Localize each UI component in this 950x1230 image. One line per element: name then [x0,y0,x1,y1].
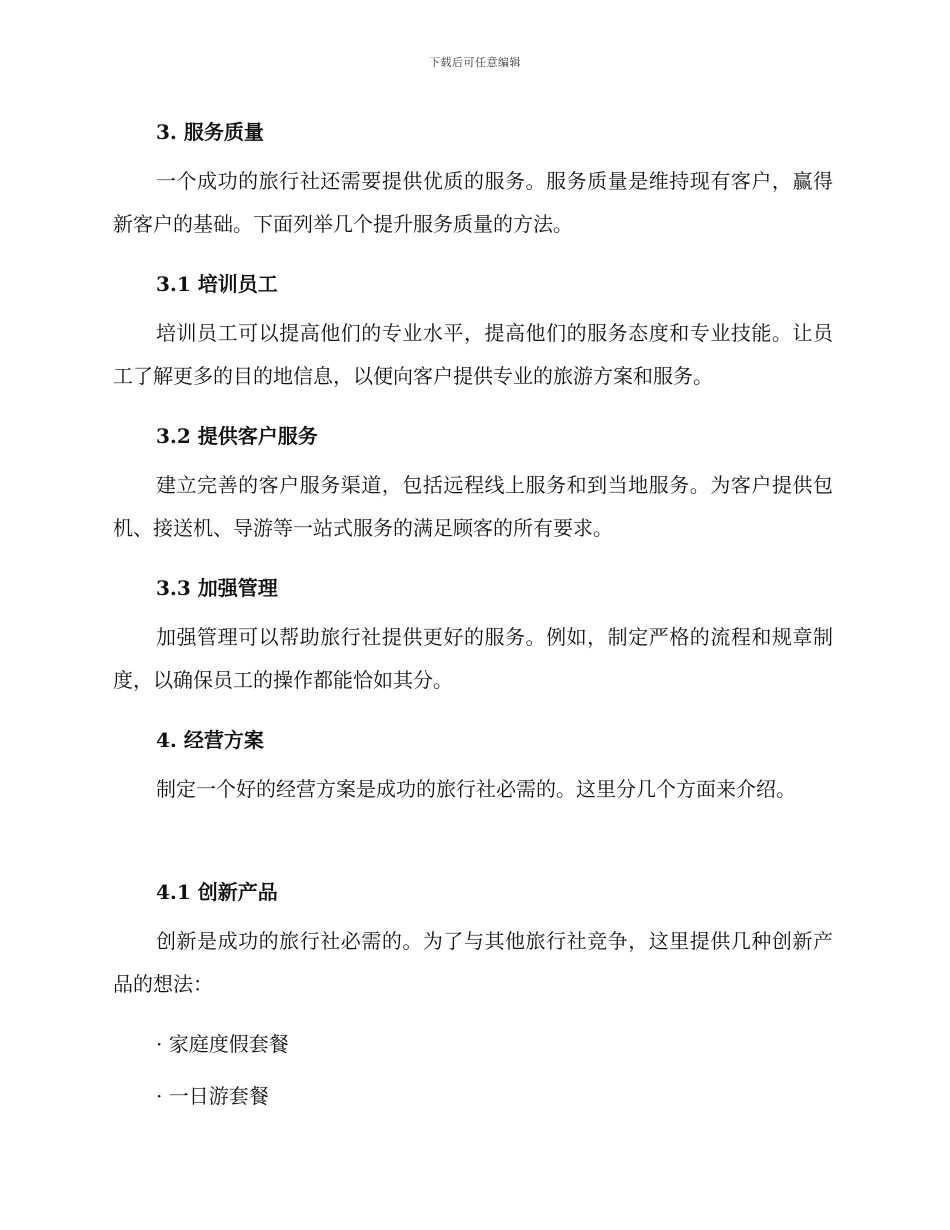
page-header: 下载后可任意编辑 [429,56,521,69]
section-heading-3: 3. 服务质量 [156,120,264,144]
section-paragraph-3-1: 培训员工可以提高他们的专业水平，提高他们的服务态度和专业技能。让员工了解更多的目的地信息，以便向客户提供专业的旅游方案和服务。 [113,321,833,388]
list-item-day-trip-package: · 一日游套餐 [156,1084,269,1108]
section-paragraph-3-2: 建立完善的客户服务渠道，包括远程线上服务和到当地服务。为客户提供包机、接送机、导游等一站式服务的满足顾客的所有要求。 [113,473,833,540]
section-heading-3-1: 3.1 培训员工 [156,272,278,296]
section-heading-3-2: 3.2 提供客户服务 [156,424,318,448]
section-heading-4-1: 4.1 创新产品 [156,880,278,904]
section-paragraph-3: 一个成功的旅行社还需要提供优质的服务。服务质量是维持现有客户，赢得新客户的基础。下面列举几个提升服务质量的方法。 [113,169,833,236]
section-heading-4: 4. 经营方案 [156,728,264,752]
section-paragraph-3-3: 加强管理可以帮助旅行社提供更好的服务。例如，制定严格的流程和规章制度，以确保员工的操作都能恰如其分。 [113,625,833,692]
section-paragraph-4: 制定一个好的经营方案是成功的旅行社必需的。这里分几个方面来介绍。 [156,777,796,801]
section-paragraph-4-1: 创新是成功的旅行社必需的。为了与其他旅行社竞争，这里提供几种创新产品的想法： [113,929,833,996]
list-item-family-package: · 家庭度假套餐 [156,1032,289,1056]
section-heading-3-3: 3.3 加强管理 [156,576,278,600]
